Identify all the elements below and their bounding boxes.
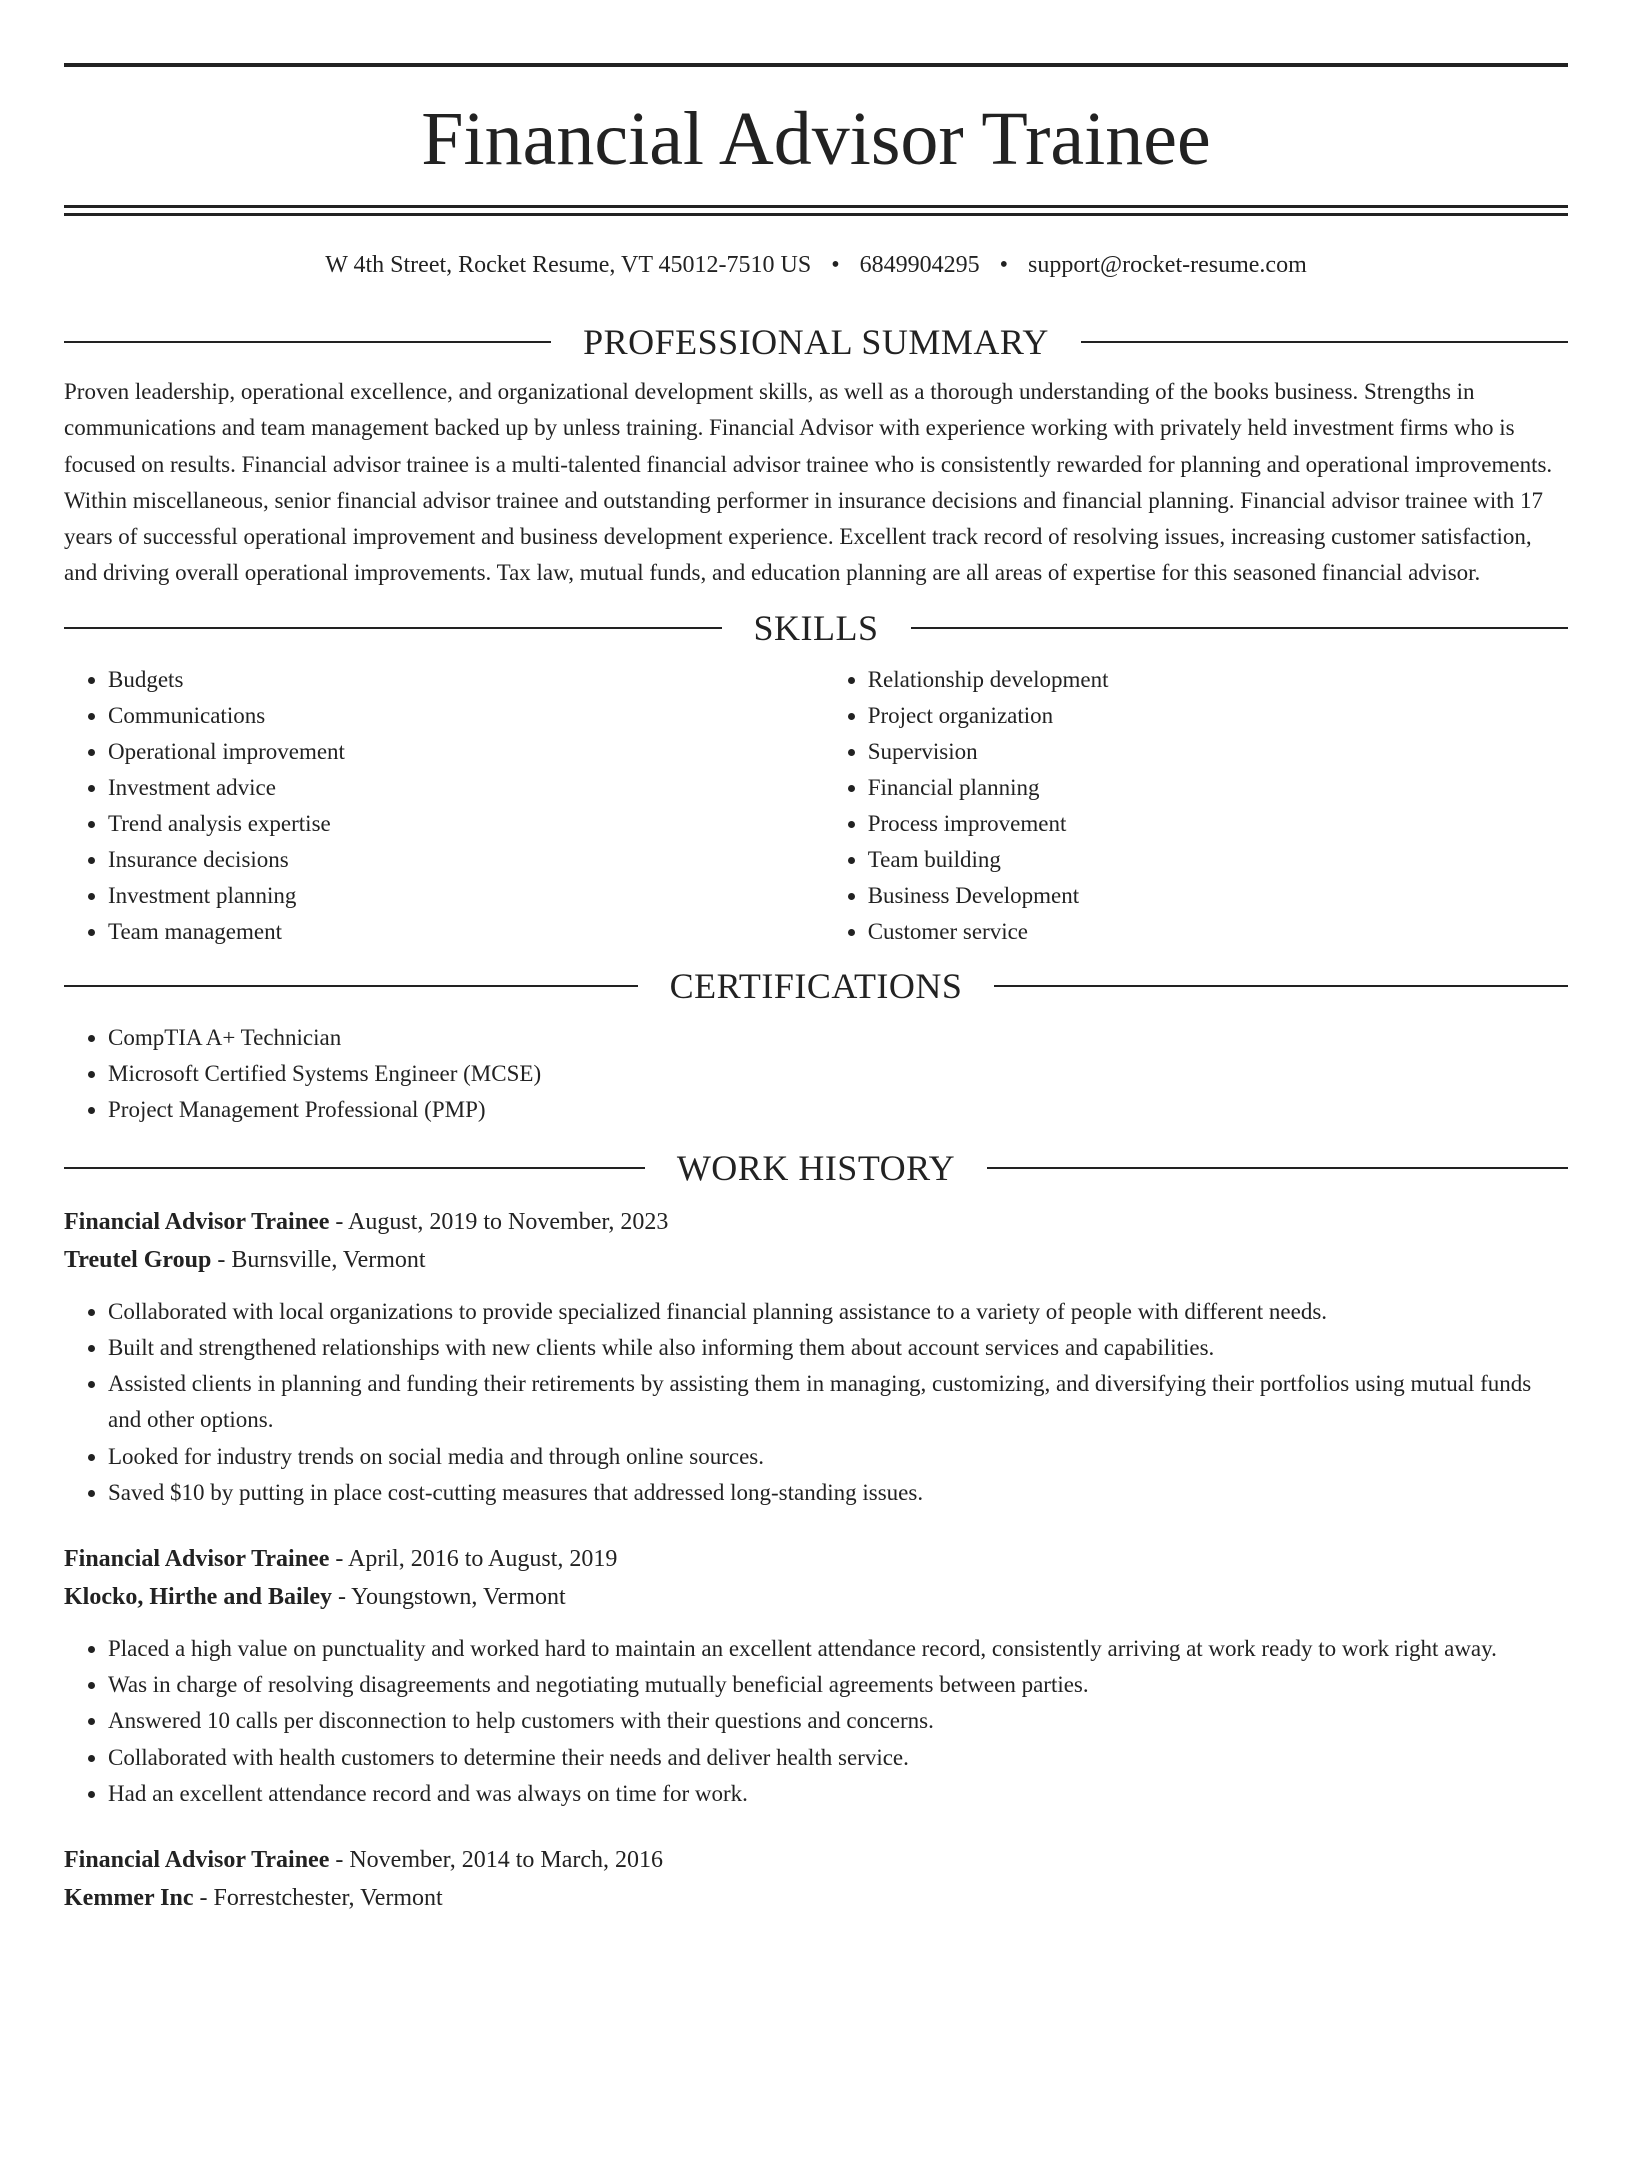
skills-list-right <box>828 662 1568 950</box>
job-entry <box>64 1541 1568 1812</box>
job-location: - Forrestchester, Vermont <box>193 1885 443 1912</box>
heading-rule <box>64 1167 645 1169</box>
job-title-line <box>64 1842 1568 1880</box>
list-item: • Insurance decisions <box>108 842 828 878</box>
job-location: - Burnsville, Vermont <box>211 1246 426 1273</box>
list-item: • Relationship development <box>868 662 1568 698</box>
contact-address: W 4th Street, Rocket Resume, VT 45012-7510 US <box>325 252 812 278</box>
list-item: • Process improvement <box>868 806 1568 842</box>
list-item: • Assisted clients in planning and funding their retirements by assisting them in managing, customizing, and diversifying their portfolios using mutual funds and other options. <box>108 1366 1568 1438</box>
job-title: Financial Advisor Trainee <box>64 1208 330 1235</box>
heading-rule <box>64 341 551 343</box>
list-item: • Investment advice <box>108 770 828 806</box>
list-item: • Collaborated with local organizations to provide specialized financial planning assistance to a variety of people with different needs. <box>108 1294 1568 1330</box>
job-company-line <box>64 1880 1568 1918</box>
list-item: • Microsoft Certified Systems Engineer (MCSE) <box>108 1056 1568 1092</box>
heading-rule <box>64 985 638 987</box>
list-item: • Financial planning <box>868 770 1568 806</box>
skills-columns <box>64 662 1568 950</box>
job-dates: - November, 2014 to March, 2016 <box>329 1847 663 1874</box>
list-item: • Business Development <box>868 878 1568 914</box>
job-entry <box>64 1842 1568 1918</box>
contact-separator: • <box>831 252 840 278</box>
section-heading-summary <box>64 320 1568 364</box>
list-item: • Collaborated with health customers to determine their needs and deliver health service. <box>108 1740 1568 1776</box>
list-item: • Communications <box>108 698 828 734</box>
skills-list-left <box>64 662 828 950</box>
contact-email: support@rocket-resume.com <box>1028 252 1307 278</box>
section-title: PROFESSIONAL SUMMARY <box>583 322 1049 362</box>
job-entry <box>64 1204 1568 1511</box>
list-item: • CompTIA A+ Technician <box>108 1020 1568 1056</box>
job-dates: - August, 2019 to November, 2023 <box>329 1208 669 1235</box>
list-item: • Looked for industry trends on social media and through online sources. <box>108 1439 1568 1475</box>
list-item: • Team building <box>868 842 1568 878</box>
contact-separator: • <box>999 252 1009 278</box>
list-item: • Project Management Professional (PMP) <box>108 1092 1568 1128</box>
summary-text: Proven leadership, operational excellence, and organizational development skills, as well as a thorough understanding of the books business. Strengths in communications and team management backed up by unless training. Financial Advisor with experience working with privately held investment firms who is focused on results. Financial advisor trainee is a multi-talented financial advisor trainee who is consistently rewarded for planning and operational improvements. Within miscellaneous, senior financial advisor trainee and outstanding performer in insurance decisions and financial planning. Financial advisor trainee with 17 years of successful operational improvement and business development experience. Excellent track record of resolving issues, increasing customer satisfaction, and driving overall operational improvements. Tax law, mutual funds, and education planning are all areas of expertise for this seasoned financial advisor. <box>64 379 1553 586</box>
heading-rule <box>987 1167 1568 1169</box>
list-item: • Answered 10 calls per disconnection to help customers with their questions and concerns. <box>108 1703 1568 1739</box>
job-title: Financial Advisor Trainee <box>64 1847 330 1874</box>
job-title-line <box>64 1204 1568 1242</box>
section-title: CERTIFICATIONS <box>669 965 963 1006</box>
work-history <box>64 1204 1568 1918</box>
list-item: • Trend analysis expertise <box>108 806 828 842</box>
list-item: • Team management <box>108 914 828 950</box>
job-dates: - April, 2016 to August, 2019 <box>329 1546 618 1572</box>
job-company-line <box>64 1242 1568 1280</box>
list-item: • Supervision <box>868 734 1568 770</box>
heading-rule <box>64 627 722 629</box>
job-title-line <box>64 1541 1568 1579</box>
section-title: WORK HISTORY <box>676 1147 956 1188</box>
certifications-list <box>64 1020 1568 1128</box>
list-item: • Was in charge of resolving disagreements and negotiating mutually beneficial agreements between parties. <box>108 1667 1568 1703</box>
section-title: SKILLS <box>753 607 879 648</box>
heading-rule <box>994 985 1568 987</box>
contact-phone: 6849904295 <box>859 252 980 278</box>
list-item: • Had an excellent attendance record and was always on time for work. <box>108 1776 1568 1812</box>
candidate-name: Financial Advisor Trainee <box>421 97 1211 181</box>
list-item: • Operational improvement <box>108 734 828 770</box>
job-company: Treutel Group <box>64 1246 212 1273</box>
job-title: Financial Advisor Trainee <box>64 1546 330 1572</box>
header-double-rule <box>64 205 1568 216</box>
contact-line <box>64 250 1568 280</box>
job-company-line <box>64 1579 1568 1617</box>
heading-rule <box>1081 341 1568 343</box>
resume-page <box>64 63 1568 1918</box>
section-heading-skills <box>64 606 1568 650</box>
header-top-rule <box>64 63 1568 67</box>
list-item: • Placed a high value on punctuality and worked hard to maintain an excellent attendance record, consistently arriving at work ready to work right away. <box>108 1631 1568 1667</box>
list-item: • Budgets <box>108 662 828 698</box>
job-bullets <box>64 1631 1568 1812</box>
list-item: • Project organization <box>868 698 1568 734</box>
list-item: • Built and strengthened relationships with new clients while also informing them about account services and capabilities. <box>108 1330 1568 1366</box>
list-item: • Saved $10 by putting in place cost-cutting measures that addressed long-standing issues. <box>108 1475 1568 1511</box>
section-heading-certifications <box>64 964 1568 1008</box>
list-item: • Customer service <box>868 914 1568 950</box>
job-company: Kemmer Inc <box>64 1885 194 1912</box>
job-bullets <box>64 1294 1568 1511</box>
list-item: • Investment planning <box>108 878 828 914</box>
section-heading-work <box>64 1146 1568 1190</box>
heading-rule <box>911 627 1569 629</box>
job-location: - Youngstown, Vermont <box>332 1584 566 1610</box>
job-company: Klocko, Hirthe and Bailey <box>64 1584 333 1610</box>
